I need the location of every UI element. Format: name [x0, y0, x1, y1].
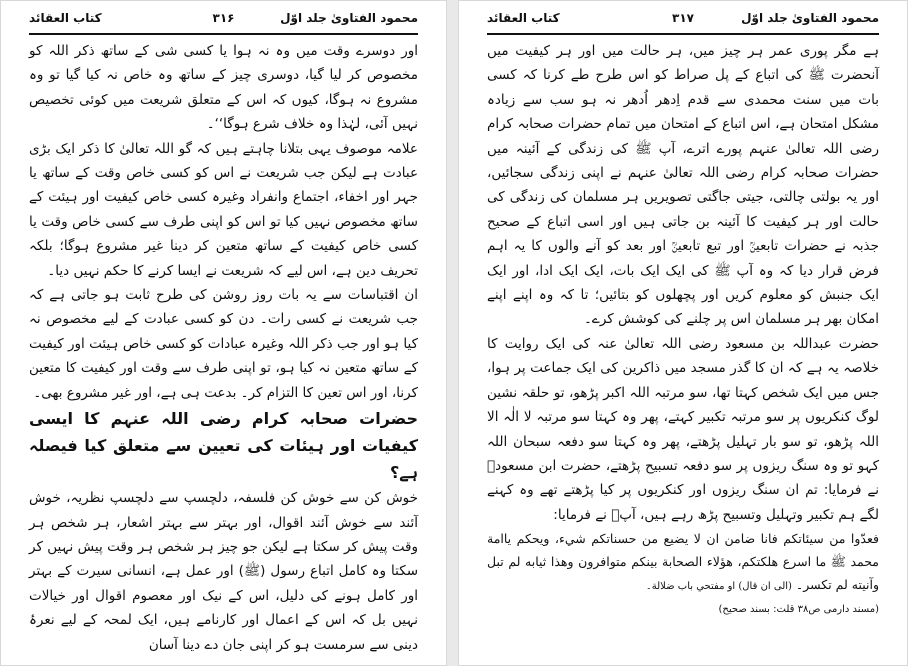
arabic-quote-note: (الى ان قال) او مفتحي باب ضلالة۔ [645, 581, 792, 593]
paragraph: علامہ موصوف یہی بتلانا چاہتے ہیں کہ گو اللہ تعالیٰ کا ذکر ایک بڑی عبادت ہے لیکن جب شریعت نے اس کو کسی خاص وقت کے ساتھ یا جہر اور اخفاء، اجتماع وانفراد وغیرہ کسی خاص کیفیت اور ہیئت کے ساتھ مخصوص نہیں کیا تو اس کو اپنی طرف سے کسی خاص وقت یا کسی خاص کیفیت کے ساتھ متعین کر دینا غیر مشروع ہوگا؛ بلکہ تحریف دین ہے، اس لیے کہ شریعت نے ایسا کرنے کا حکم نہیں دیا۔ [29, 140, 418, 279]
volume-title: محمود الفتاویٰ جلد اوّل [741, 11, 879, 25]
paragraph: حضرت عبداللہ بن مسعود رضی اللہ تعالیٰ عنہ کی ایک روایت کا خلاصہ یہ ہے کہ ان کا گذر مسجد میں ذاکرین کی ایک جماعت پر ہوا، جس میں ایک شخص کہتا تھا، سو مرتبہ اللہ اکبر پڑھو، تو حلقہ نشین لوگ کنکریوں پر سو مرتبہ تکبیر کہتے، پھر وہ کہتا سو مرتبہ لا الٰہ الا اللہ پڑھو، تو سو بار تہلیل پڑھتے، پھر وہ کہتا سو دفعہ سبحان اللہ کہو تو وہ سنگ ریزوں پر سو دفعہ تسبیح پڑھتے، حضرت ابن مسعودؓ نے فرمایا: تم ان سنگ ریزوں اور کنکریوں پر کیا پڑھتے تھے وہ کہنے لگے ہم تکبیر وتہلیل وتسبیح پڑھ رہے ہیں، آپؓ نے فرمایا: [487, 335, 879, 523]
page-header [487, 5, 879, 31]
header-rule [487, 33, 879, 35]
volume-title: محمود الفتاویٰ جلد اوّل [280, 11, 418, 25]
paragraph: ان اقتباسات سے یہ بات روز روشن کی طرح ثابت ہو جاتی ہے کہ جب شریعت نے کسی رات۔ دن کو کسی عبادت کے لیے مخصوص نہ کیا ہو اور جب ذکر اللہ وغیرہ عبادات کو کسی خاص ہیئت اور کیفیت کے ساتھ متعین نہ کیا ہو، تو اپنی طرف سے وقت اور کیفیت کا متعین کرنا، اور اس تعین کا التزام کر۔ بدعت ہی ہے، اور غیر مشروع بھی۔ [29, 287, 418, 401]
paragraph: ہے مگر پوری عمر ہر چیز میں، ہر حالت میں اور ہر کیفیت میں آنحضرت ﷺ کی اتباع کے پل صراط کو اس طرح طے کرنا کہ کسی بات میں سنت محمدی سے قدم اِدھر اُدھر نہ ہو سب سے زیادہ مشکل امتحان ہے، اس اتباع کے امتحان میں تمام حضرات صحابہ کرام رضی اللہ تعالیٰ عنہم پورے اترے، آپ ﷺ کی زندگی کے آئینہ میں حضرات صحابہ کرام رضی اللہ تعالیٰ عنہم نے اپنی زندگی سجائیں، اور یہ بولتی چالتی، جیتی جاگتی تصویریں ہر مسلمان کی زندگی کی حالت اور ہر کیفیت کا آئینہ بن جاتی ہیں اور اسی اتباع کے صحیح جذبہ نے حضرات تابعینؒ اور تبع تابعینؒ اور بعد کو آنے والوں کا یہ اہم فرض قرار دیا کہ وہ آپ ﷺ کی ایک ایک بات، ایک ایک ادا، اور ایک ایک جنبش کو معلوم کریں اور پچھلوں کو بتائیں؛ تا کہ وہ اپنے اپنے امکان بھر ہر مسلمان اس پر چلنے کی کوشش کرے۔ [487, 43, 879, 328]
paragraph: اور دوسرے وقت میں وہ نہ ہوا یا کسی شی کے ساتھ ذکر اللہ کو مخصوص کر لیا گیا، دوسری چیز کے ساتھ وہ خاص نہ کیا گیا تو وہ مشروع نہ ہوگا، کیوں کہ اس کے متعلق شریعت میں کوئی تخصیص نہیں آئی، لہٰذا وہ خلاف شرع ہوگا‘‘۔ [29, 43, 418, 133]
section-heading: حضرات صحابہ کرام رضی اللہ عنہم کا ایسی کیفیات اور ہیئات کی تعیین سے متعلق کیا فیصلہ ہے؟ [29, 409, 418, 483]
page-number: ۳۱۷ [672, 11, 694, 25]
page-header [29, 5, 418, 31]
book-page-317 [458, 0, 908, 666]
arabic-quote [487, 527, 879, 598]
arabic-quote-text: فعدّوا من سيئاتكم فانا ضامن ان لا يضيع من حسناتكم شيء، ويحكم ياامة محمد ﷺ ما اسرع هلكتكم، هؤلاء الصحابة بينكم متوافرون وهذا ثيابه لم تبل وآنيته لم تكسر۔ [487, 531, 879, 593]
page-gutter [447, 0, 458, 666]
book-section-title: کتاب العقائد [487, 11, 560, 25]
page-body [29, 39, 418, 657]
paragraph: خوش کن سے خوش کن فلسفہ، دلچسپ سے دلچسپ نظریہ، خوش آئند سے خوش آئند اقوال، اور بہتر سے بہتر اشعار، ہر شخص ہر وقت پیش کر سکتا ہے لیکن جو چیز ہر شخص ہر وقت پیش نہیں کر سکتا وہ کامل اتباع رسول (ﷺ) اور عمل ہے، انسانی سیرت کے بہتر اور کامل ہونے کی دلیل، اس کے نیک اور معصوم اقوال اور خیالات نہیں بل کہ اس کے اعمال اور کارنامے ہیں، ایک لمحہ کے لیے نعرۂ دینی سے سرمست ہو کر اپنی جان دے دینا آسان [29, 490, 418, 653]
citation: (مسند دارمی ص۳۸ قلت: بسند صحیح) [718, 604, 879, 616]
book-section-title: کتاب العقائد [29, 11, 102, 25]
header-rule [29, 33, 418, 35]
book-page-316 [0, 0, 447, 666]
page-body [487, 39, 879, 657]
page-number: ۳۱۶ [212, 11, 235, 25]
